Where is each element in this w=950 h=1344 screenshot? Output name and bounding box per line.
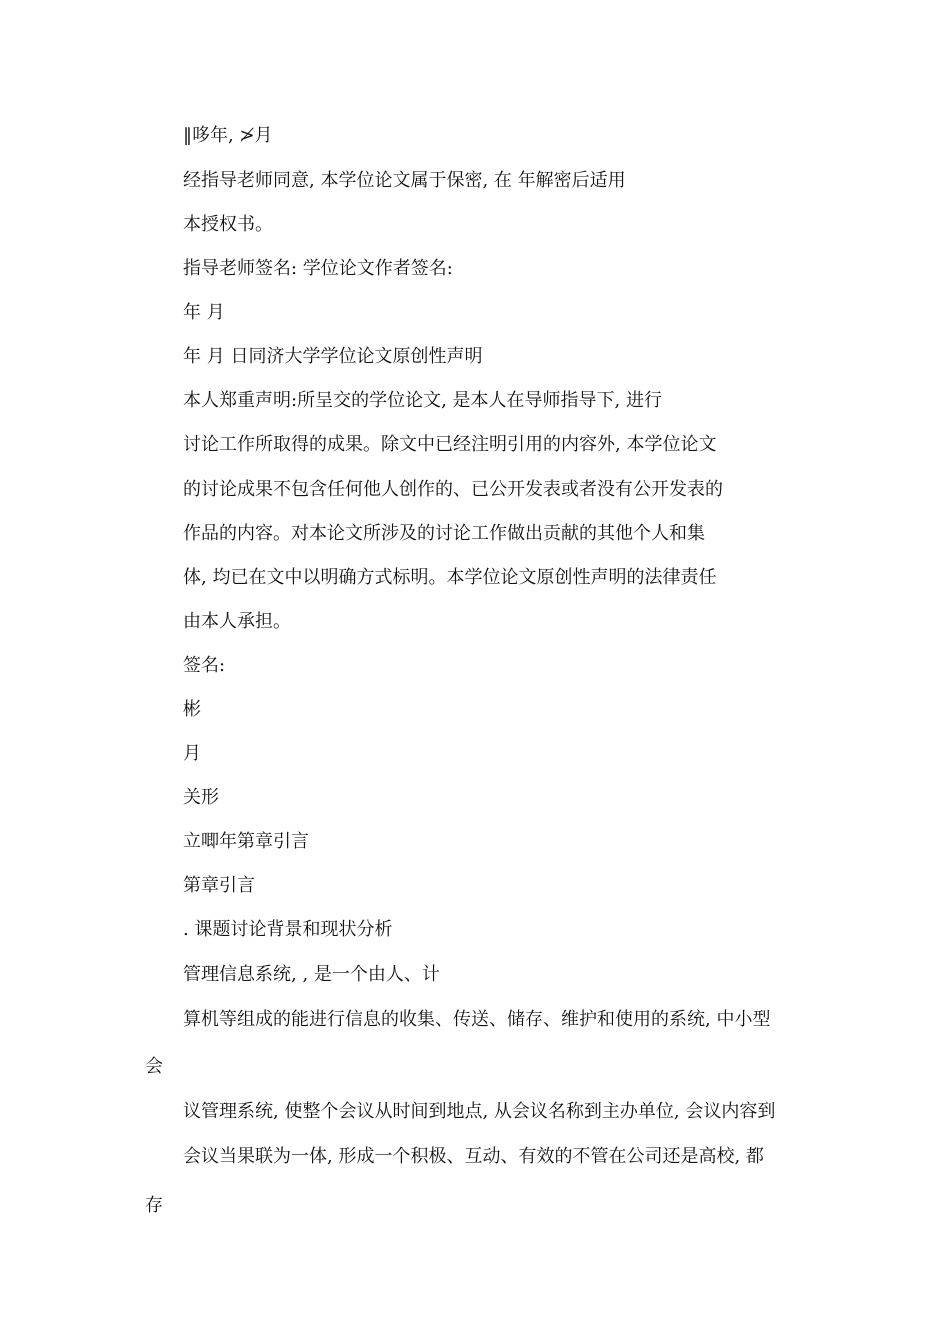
text-line: 第章引言 — [183, 875, 255, 896]
text-line: 讨论工作所取得的成果。除文中已经注明引用的内容外, 本学位论文 — [183, 434, 717, 455]
text-line: 作品的内容。对本论文所涉及的讨论工作做出贡献的其他个人和集 — [183, 523, 705, 544]
text-line: 会 — [145, 1056, 163, 1077]
text-line: 本人郑重声明:所呈交的学位论文, 是本人在导师指导下, 进行 — [183, 390, 662, 411]
text-line: 指导老师签名: 学位论文作者签名: — [183, 258, 453, 279]
text-line: 管理信息系统, , 是一个由人、计 — [183, 964, 440, 985]
text-line: 本授权书。 — [183, 214, 273, 235]
text-line: 算机等组成的能进行信息的收集、传送、储存、维护和使用的系统, 中小型 — [183, 1009, 771, 1030]
text-line: 体, 均已在文中以明确方式标明。本学位论文原创性声明的法律责任 — [183, 567, 717, 588]
text-line: 立唧年第章引言 — [183, 831, 309, 852]
section-heading: . 课题讨论背景和现状分析 — [183, 919, 393, 940]
text-line: ‖哆年, ≯月 — [183, 125, 273, 146]
text-line: 年 月 — [183, 302, 225, 323]
text-line: 关形 — [183, 787, 219, 808]
text-line: 年 月 日同济大学学位论文原创性声明 — [183, 346, 483, 367]
text-line: 签名: — [183, 655, 226, 676]
text-line: 会议当果联为一体, 形成一个积极、互动、有效的不管在公司还是高校, 都 — [183, 1146, 764, 1167]
text-line: 的讨论成果不包含任何他人创作的、已公开发表或者没有公开发表的 — [183, 479, 723, 500]
text-line: 经指导老师同意, 本学位论文属于保密, 在 年解密后适用 — [183, 170, 626, 191]
text-line: 存 — [145, 1195, 163, 1216]
text-line: 月 — [183, 743, 201, 764]
text-line: 由本人承担。 — [183, 611, 291, 632]
text-line: 彬 — [183, 699, 201, 720]
text-line: 议管理系统, 使整个会议从时间到地点, 从会议名称到主办单位, 会议内容到 — [183, 1101, 776, 1122]
